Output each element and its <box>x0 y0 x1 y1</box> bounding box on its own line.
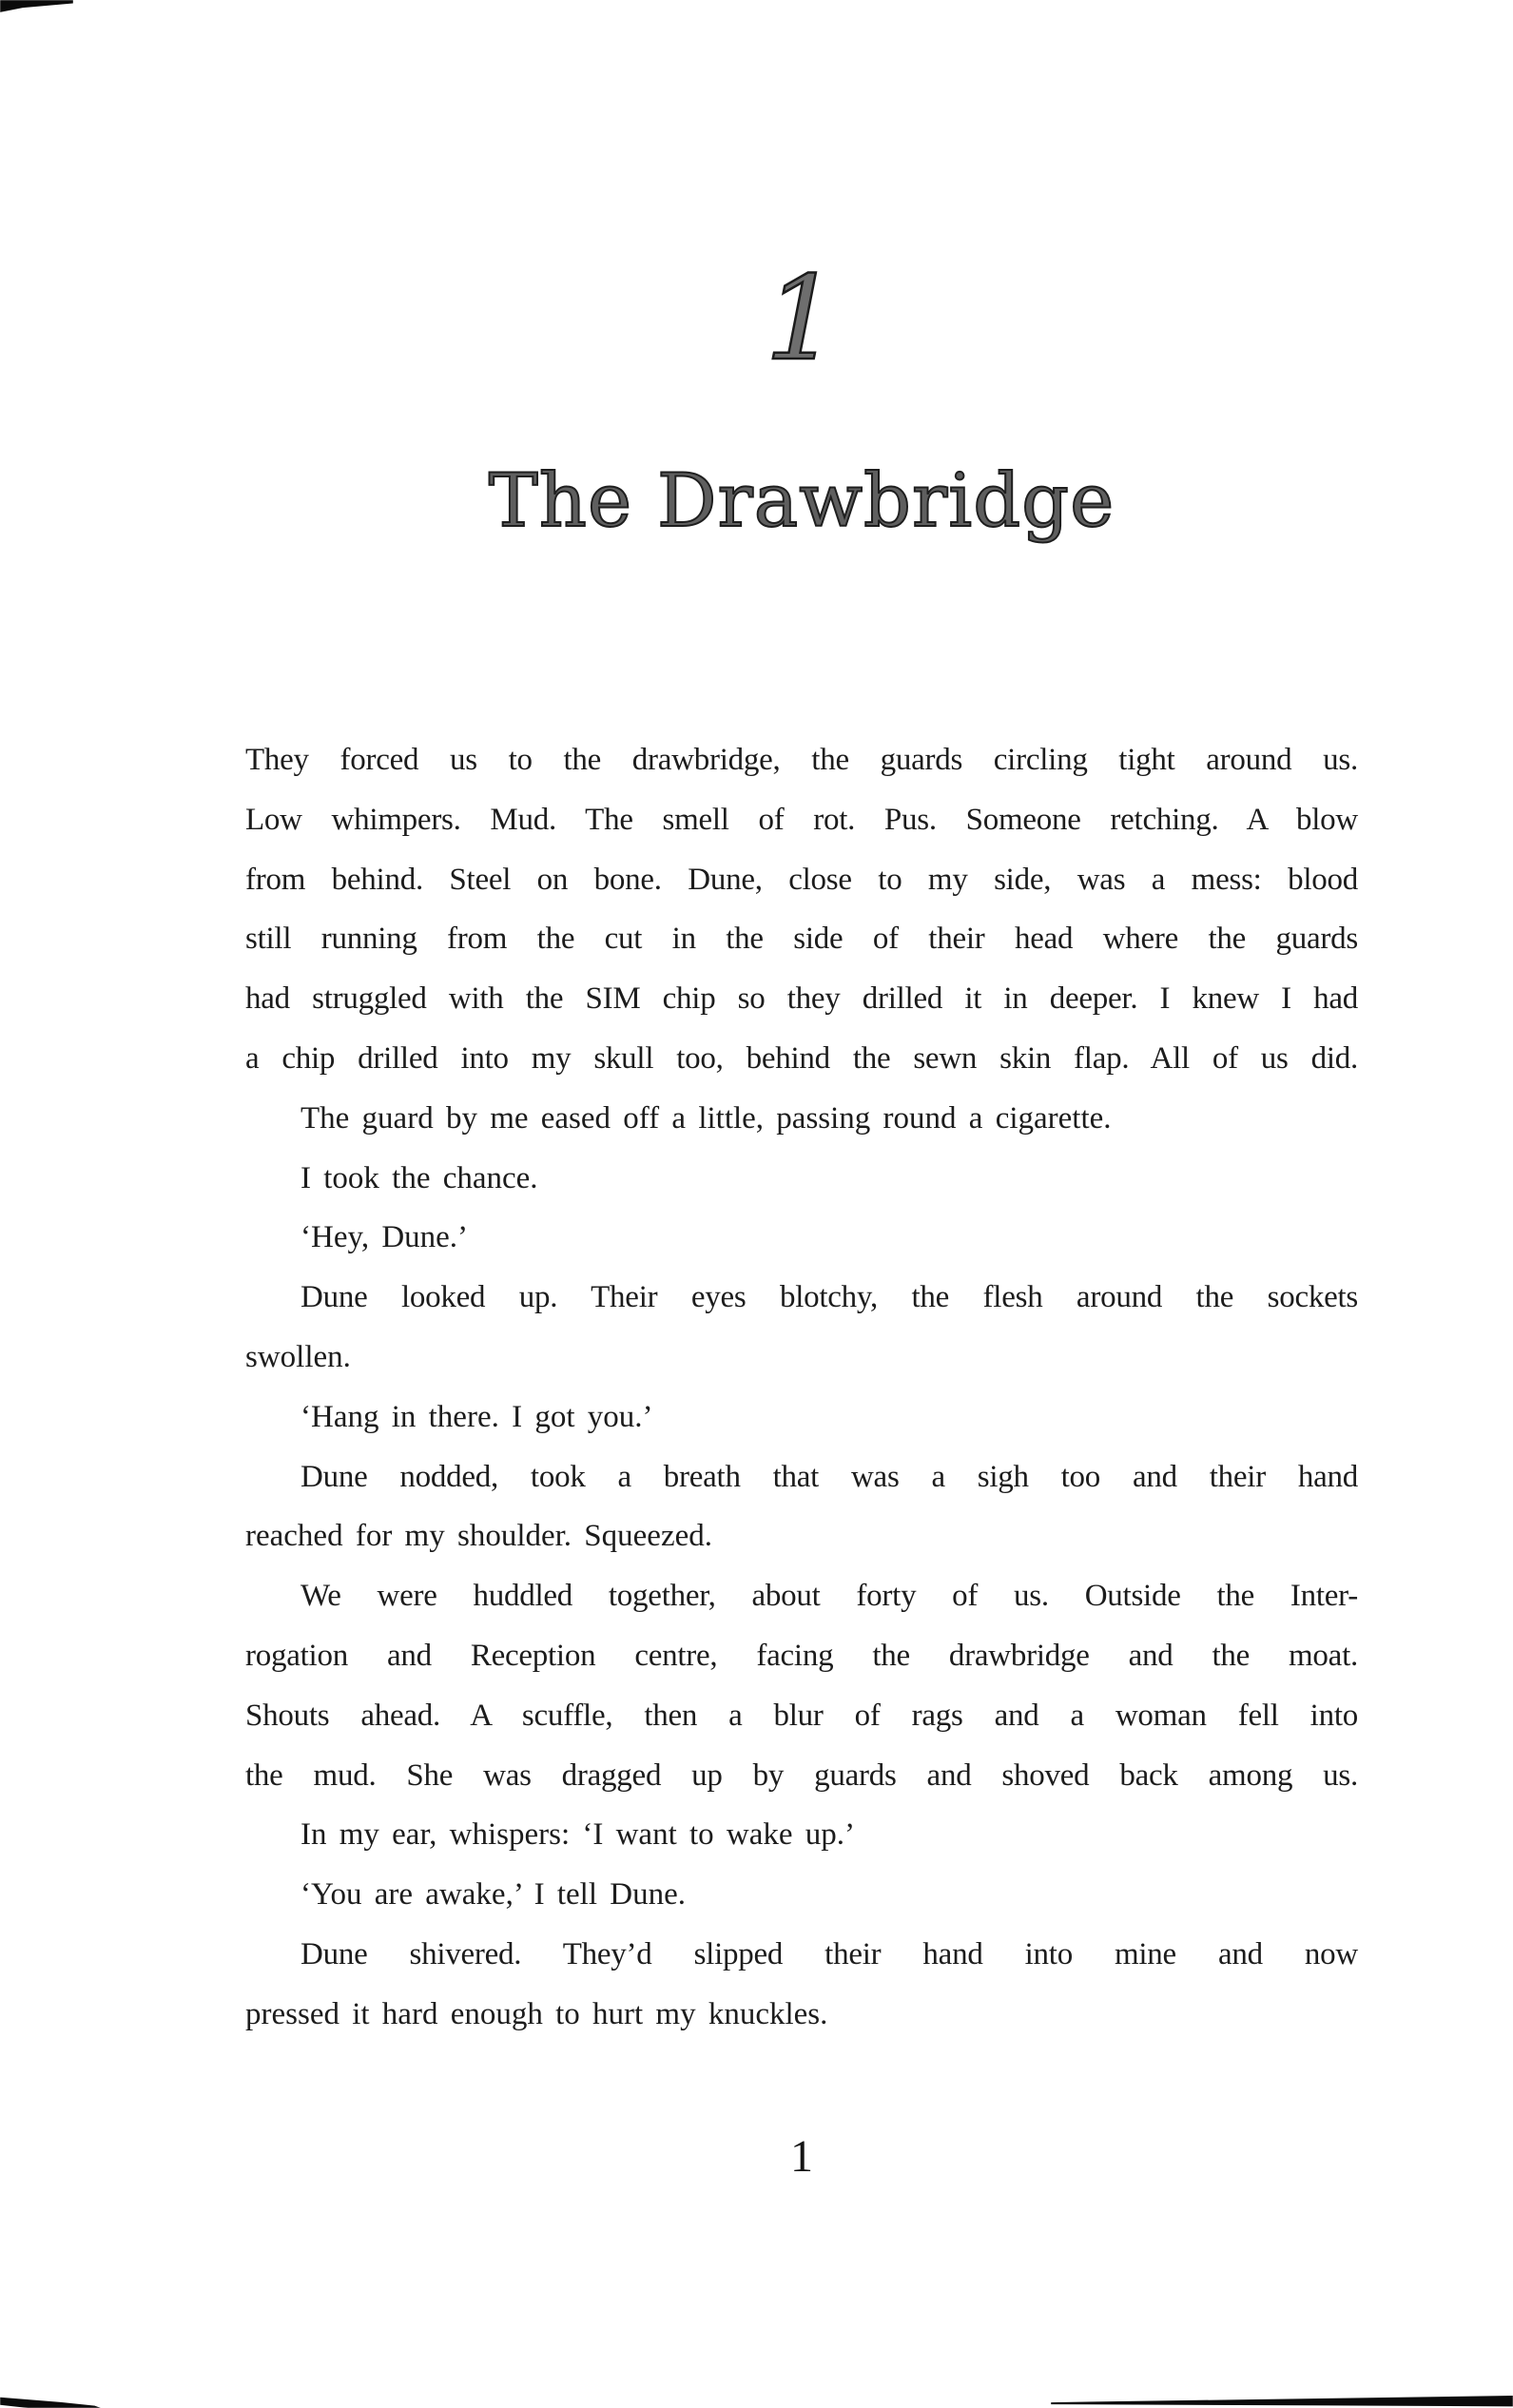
body-line: The guard by me eased off a little, passing round a cigarette. <box>301 1100 1112 1136</box>
body-line: swollen. <box>245 1339 351 1374</box>
body-line: I took the chance. <box>301 1160 538 1195</box>
body-line: from behind. Steel on bone. Dune, close to my side, was a mess: blood <box>245 862 1358 897</box>
body-line: still running from the cut in the side of their head where the guards <box>245 922 1358 957</box>
body-line: They forced us to the drawbridge, the guards circling tight around us. <box>245 743 1358 777</box>
scan-edge-artifact-bottom-left <box>0 2393 101 2408</box>
body-line: Dune nodded, took a breath that was a sigh too and their hand <box>301 1459 1358 1494</box>
body-text <box>245 730 1358 2045</box>
body-line: had struggled with the SIM chip so they drilled it in deeper. I knew I had <box>245 981 1358 1017</box>
body-line: pressed it hard enough to hurt my knuckles. <box>245 1996 828 2031</box>
body-line: Shouts ahead. A scuffle, then a blur of rags and a woman fell into <box>245 1698 1358 1733</box>
page-number: 1 <box>790 2131 813 2182</box>
body-line: the mud. She was dragged up by guards and shoved back among us. <box>245 1757 1358 1793</box>
body-line: rogation and Reception centre, facing the drawbridge and the moat. <box>245 1638 1358 1673</box>
body-line: Low whimpers. Mud. The smell of rot. Pus. Someone retching. A blow <box>245 802 1358 837</box>
body-line: ‘Hey, Dune.’ <box>301 1220 469 1255</box>
body-line: a chip drilled into my skull too, behind the sewn skin flap. All of us did. <box>245 1040 1358 1076</box>
body-line: In my ear, whispers: ‘I want to wake up.’ <box>301 1817 856 1853</box>
body-line: Dune looked up. Their eyes blotchy, the flesh around the sockets <box>301 1280 1358 1315</box>
body-line: ‘Hang in there. I got you.’ <box>301 1399 653 1434</box>
body-line: reached for my shoulder. Squeezed. <box>245 1519 712 1554</box>
chapter-title: The Drawbridge <box>488 458 1115 544</box>
body-line: ‘You are awake,’ I tell Dune. <box>301 1877 686 1913</box>
chapter-number: 1 <box>765 251 839 386</box>
scan-edge-artifact-top-left <box>0 0 76 13</box>
body-line: We were huddled together, about forty of us. Outside the Inter- <box>301 1579 1358 1614</box>
scan-edge-artifact-bottom-right <box>1051 2395 1513 2408</box>
body-line: Dune shivered. They’d slipped their hand into mine and now <box>301 1936 1358 1971</box>
